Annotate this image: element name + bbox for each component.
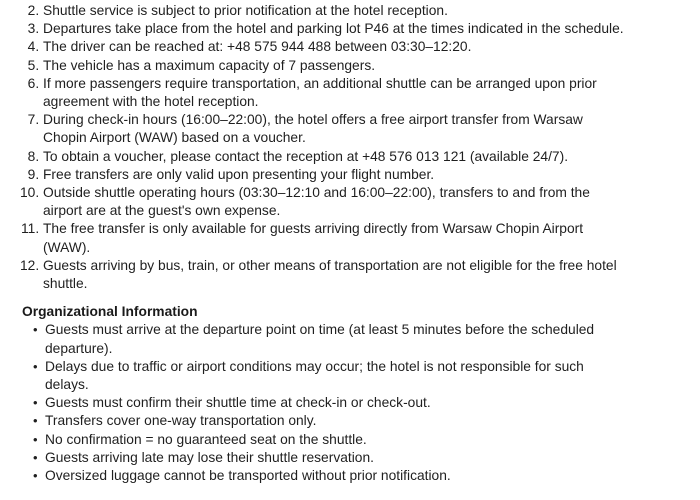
rule-item: 10. Outside shuttle operating hours (03:30–12:10 and 16:00–22:00), transfers to and from the airport are at the guest's own expense. — [43, 184, 630, 220]
rule-item: 3. Departures take place from the hotel and parking lot P46 at the times indicated in the schedule. — [43, 20, 630, 38]
bullet-item: • Guests must confirm their shuttle time at check-in or check-out. — [45, 394, 630, 412]
rule-item: 9. Free transfers are only valid upon presenting your flight number. — [43, 166, 630, 184]
shuttle-rules-list — [0, 2, 630, 293]
rule-item: 12. Guests arriving by bus, train, or other means of transportation are not eligible for the free hotel shuttle. — [43, 257, 630, 293]
bullet-item: • Delays due to traffic or airport conditions may occur; the hotel is not responsible for such delays. — [45, 358, 630, 394]
rule-item: 2. Shuttle service is subject to prior notification at the hotel reception. — [43, 2, 630, 20]
rule-item: 7. During check-in hours (16:00–22:00), the hotel offers a free airport transfer from Warsaw Chopin Airport (WAW) based on a voucher. — [43, 111, 630, 147]
rule-item: 6. If more passengers require transportation, an additional shuttle can be arranged upon prior agreement with the hotel reception. — [43, 75, 630, 111]
bullet-item: • Transfers cover one-way transportation only. — [45, 412, 630, 430]
bullet-item: • No confirmation = no guaranteed seat on the shuttle. — [45, 431, 630, 449]
org-info-heading: Organizational Information — [22, 304, 198, 320]
rule-item: 8. To obtain a voucher, please contact the reception at +48 576 013 121 (available 24/7). — [43, 148, 630, 166]
rule-item: 11. The free transfer is only available for guests arriving directly from Warsaw Chopin Airport (WAW). — [43, 220, 630, 256]
org-info-list — [0, 321, 630, 485]
bullet-item: • Guests must arrive at the departure point on time (at least 5 minutes before the scheduled departure). — [45, 321, 630, 357]
rule-item: 4. The driver can be reached at: +48 575 944 488 between 03:30–12:20. — [43, 38, 630, 56]
rule-item: 5. The vehicle has a maximum capacity of 7 passengers. — [43, 57, 630, 75]
bullet-item: • Oversized luggage cannot be transported without prior notification. — [45, 467, 630, 485]
bullet-item: • Guests arriving late may lose their shuttle reservation. — [45, 449, 630, 467]
